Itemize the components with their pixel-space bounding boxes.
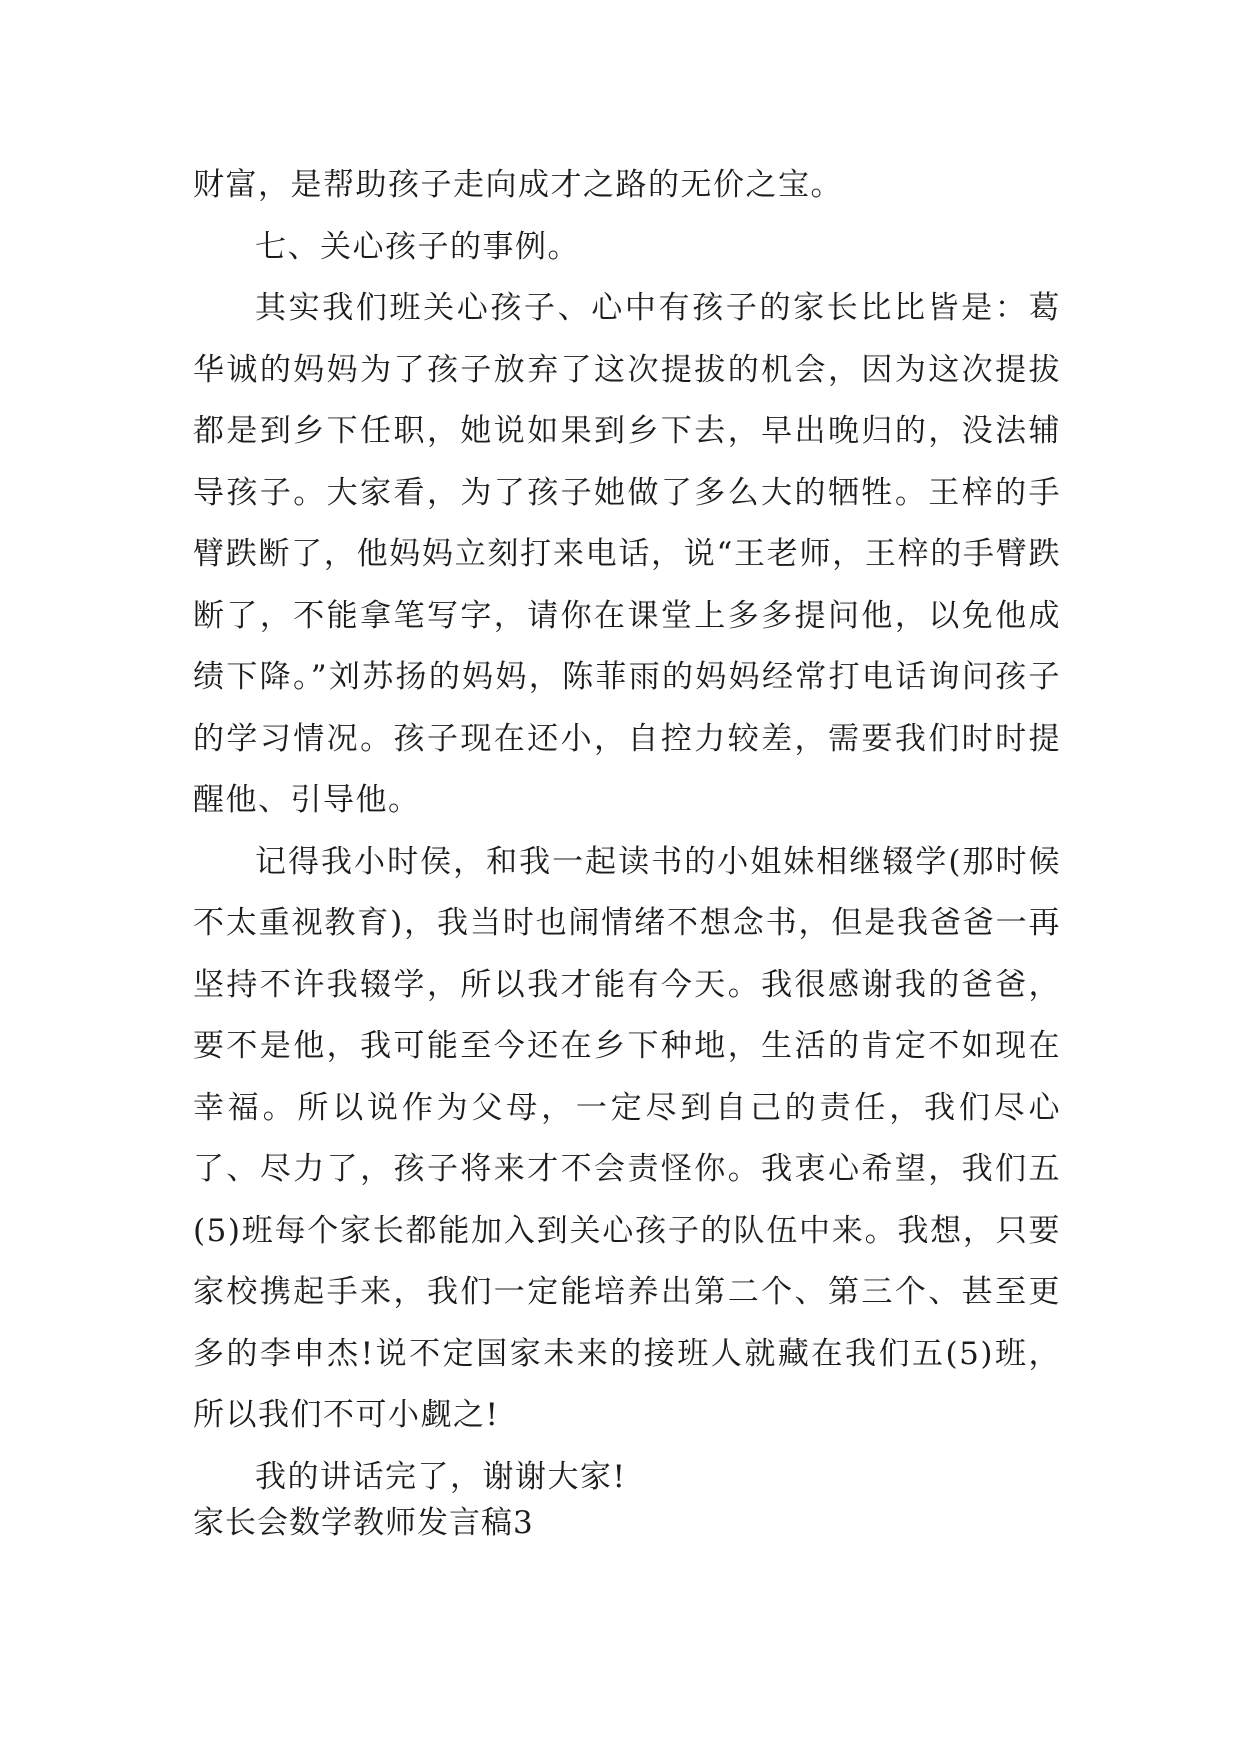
paragraph-personal-story: 记得我小时侯，和我一起读书的小姐妹相继辍学(那时候不太重视教育)，我当时也闹情绪不想念书，但是我爸爸一再坚持不许我辍学，所以我才能有今天。我很感谢我的爸爸，要不是他，我可能至今还在乡下种地，生活的肯定不如现在幸福。所以说作为父母，一定尽到自己的责任，我们尽心了、尽力了，孩子将来才不会责怪你。我衷心希望，我们五(5)班每个家长都能加入到关心孩子的队伍中来。我想，只要家校携起手来，我们一定能培养出第二个、第三个、甚至更多的李申杰!说不定国家未来的接班人就藏在我们五(5)班，所以我们不可小觑之! [193, 843, 1061, 1433]
paragraph-section-seven-title: 七、关心孩子的事例。 [255, 228, 580, 265]
paragraph-closing: 我的讲话完了，谢谢大家! [255, 1458, 627, 1495]
paragraph-continuation: 财富，是帮助孩子走向成才之路的无价之宝。 [193, 167, 843, 203]
document-body [193, 155, 1061, 1508]
section-heading: 家长会数学教师发言稿3 [193, 1505, 534, 1541]
paragraph-parent-examples: 其实我们班关心孩子、心中有孩子的家长比比皆是：葛华诚的妈妈为了孩子放弃了这次提拔的机会，因为这次提拔都是到乡下任职，她说如果到乡下去，早出晚归的，没法辅导孩子。大家看，为了孩子她做了多么大的牺牲。王梓的手臂跌断了，他妈妈立刻打来电话，说“王老师，王梓的手臂跌断了，不能拿笔写字，请你在课堂上多多提问他，以免他成绩下降。”刘苏扬的妈妈，陈菲雨的妈妈经常打电话询问孩子的学习情况。孩子现在还小，自控力较差，需要我们时时提醒他、引导他。 [193, 290, 1061, 818]
